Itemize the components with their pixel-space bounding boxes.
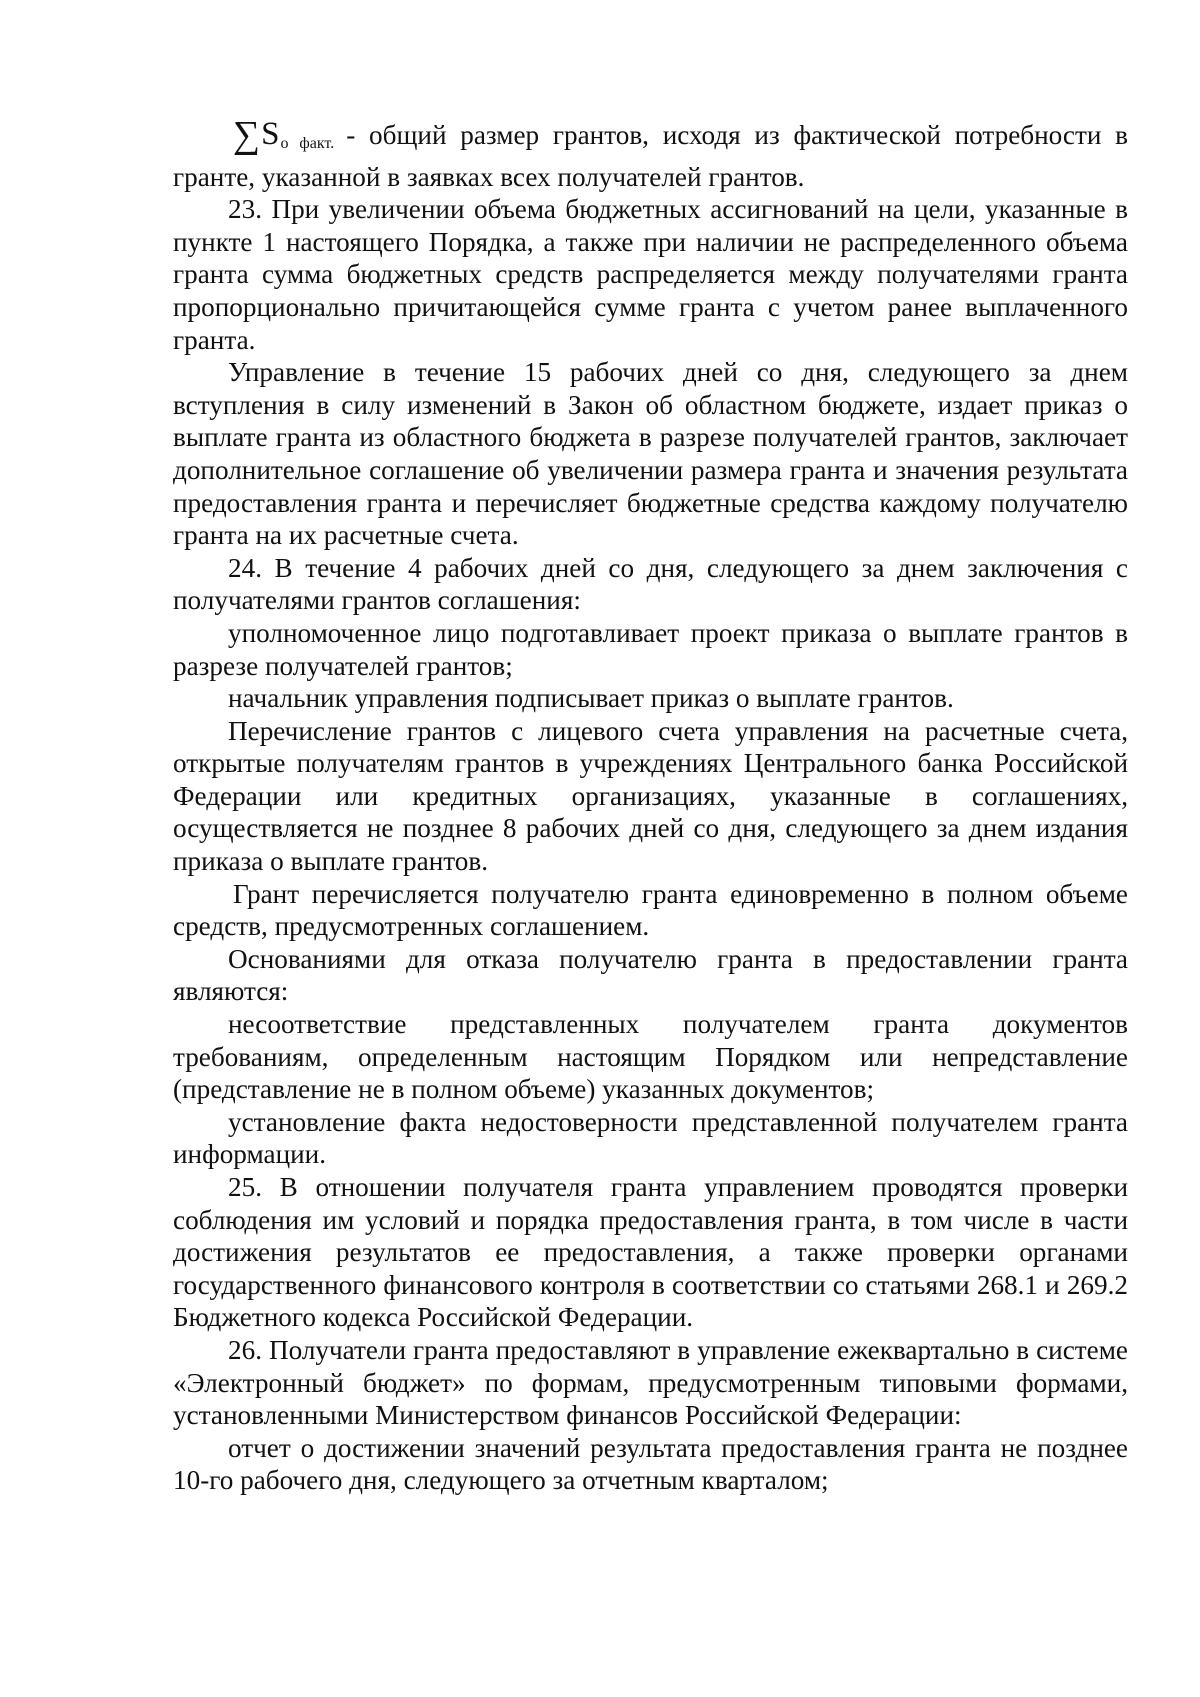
formula-subscript: о факт. [280, 135, 335, 152]
paragraph-24: 24. В течение 4 рабочих дней со дня, следующего за днем заключения с получателями грантов соглашения: [173, 552, 1128, 616]
paragraph-refusal-grounds: Основаниями для отказа получателю гранта в предоставлении гранта являются: [173, 943, 1128, 1007]
formula-paragraph [173, 114, 1129, 193]
paragraph-report: отчет о достижении значений результата предоставления гранта не позднее 10-го рабочего дня, следующего за отчетным кварталом; [173, 1432, 1128, 1496]
paragraph-document-mismatch: несоответствие представленных получателем гранта документов требованиям, определенным настоящим Порядком или непредставление (представление не в полном объеме) указанных документов; [173, 1009, 1128, 1105]
sigma-symbol: ∑ [233, 114, 261, 156]
paragraph-false-information: установление факта недостоверности представленной получателем гранта информации. [173, 1106, 1128, 1170]
paragraph-authorized-person: уполномоченное лицо подготавливает проект приказа о выплате грантов в разрезе получателей грантов; [173, 617, 1128, 681]
paragraph-23: 23. При увеличении объема бюджетных ассигнований на цели, указанные в пункте 1 настоящего Порядка, а также при наличии не распределенного объема гранта сумма бюджетных средств распределяется между получателями гранта пропорционально причитающейся сумме гранта с учетом ранее выплаченного гранта. [173, 194, 1128, 355]
paragraph-management-15-days: Управление в течение 15 рабочих дней со дня, следующего за днем вступления в силу изменений в Закон об областном бюджете, издает приказ о выплате гранта из областного бюджета в разрезе получателей грантов, заключает дополнительное соглашение об увеличении размера гранта и значения результата предоставления гранта и перечисляет бюджетные средства каждому получателю гранта на их расчетные счета. [173, 357, 1128, 551]
paragraph-26: 26. Получатели гранта предоставляют в управление ежеквартально в системе «Электронный бюджет» по формам, предусмотренным типовыми формами, установленными Министерством финансов Российской Федерации: [173, 1334, 1128, 1431]
formula-sum-s-fact [233, 114, 335, 156]
formula-description: - общий размер грантов, исходя из фактической потребности в гранте, указанной в заявках всех получателей грантов. [173, 120, 1129, 192]
paragraph-25: 25. В отношении получателя гранта управлением проводятся проверки соблюдения им условий и порядка предоставления гранта, в том числе в части достижения результатов ее предоставления, а также проверки органами государственного финансового контроля в соответствии со статьями 268.1 и 269.2 Бюджетного кодекса Российской Федерации. [173, 1172, 1128, 1333]
formula-variable: S [261, 116, 280, 152]
paragraph-grant-lump-sum: Грант перечисляется получателю гранта единовременно в полном объеме средств, предусмотренных соглашением. [173, 878, 1128, 942]
paragraph-head-signs-order: начальник управления подписывает приказ о выплате грантов. [228, 683, 954, 714]
paragraph-transfer-of-grants: Перечисление грантов с лицевого счета управления на расчетные счета, открытые получателям грантов в учреждениях Центрального банка Российской Федерации или кредитных организациях, указанные в соглашениях, осуществляется не позднее 8 рабочих дней со дня, следующего за днем издания приказа о выплате грантов. [173, 715, 1128, 877]
document-body [173, 114, 1129, 1497]
